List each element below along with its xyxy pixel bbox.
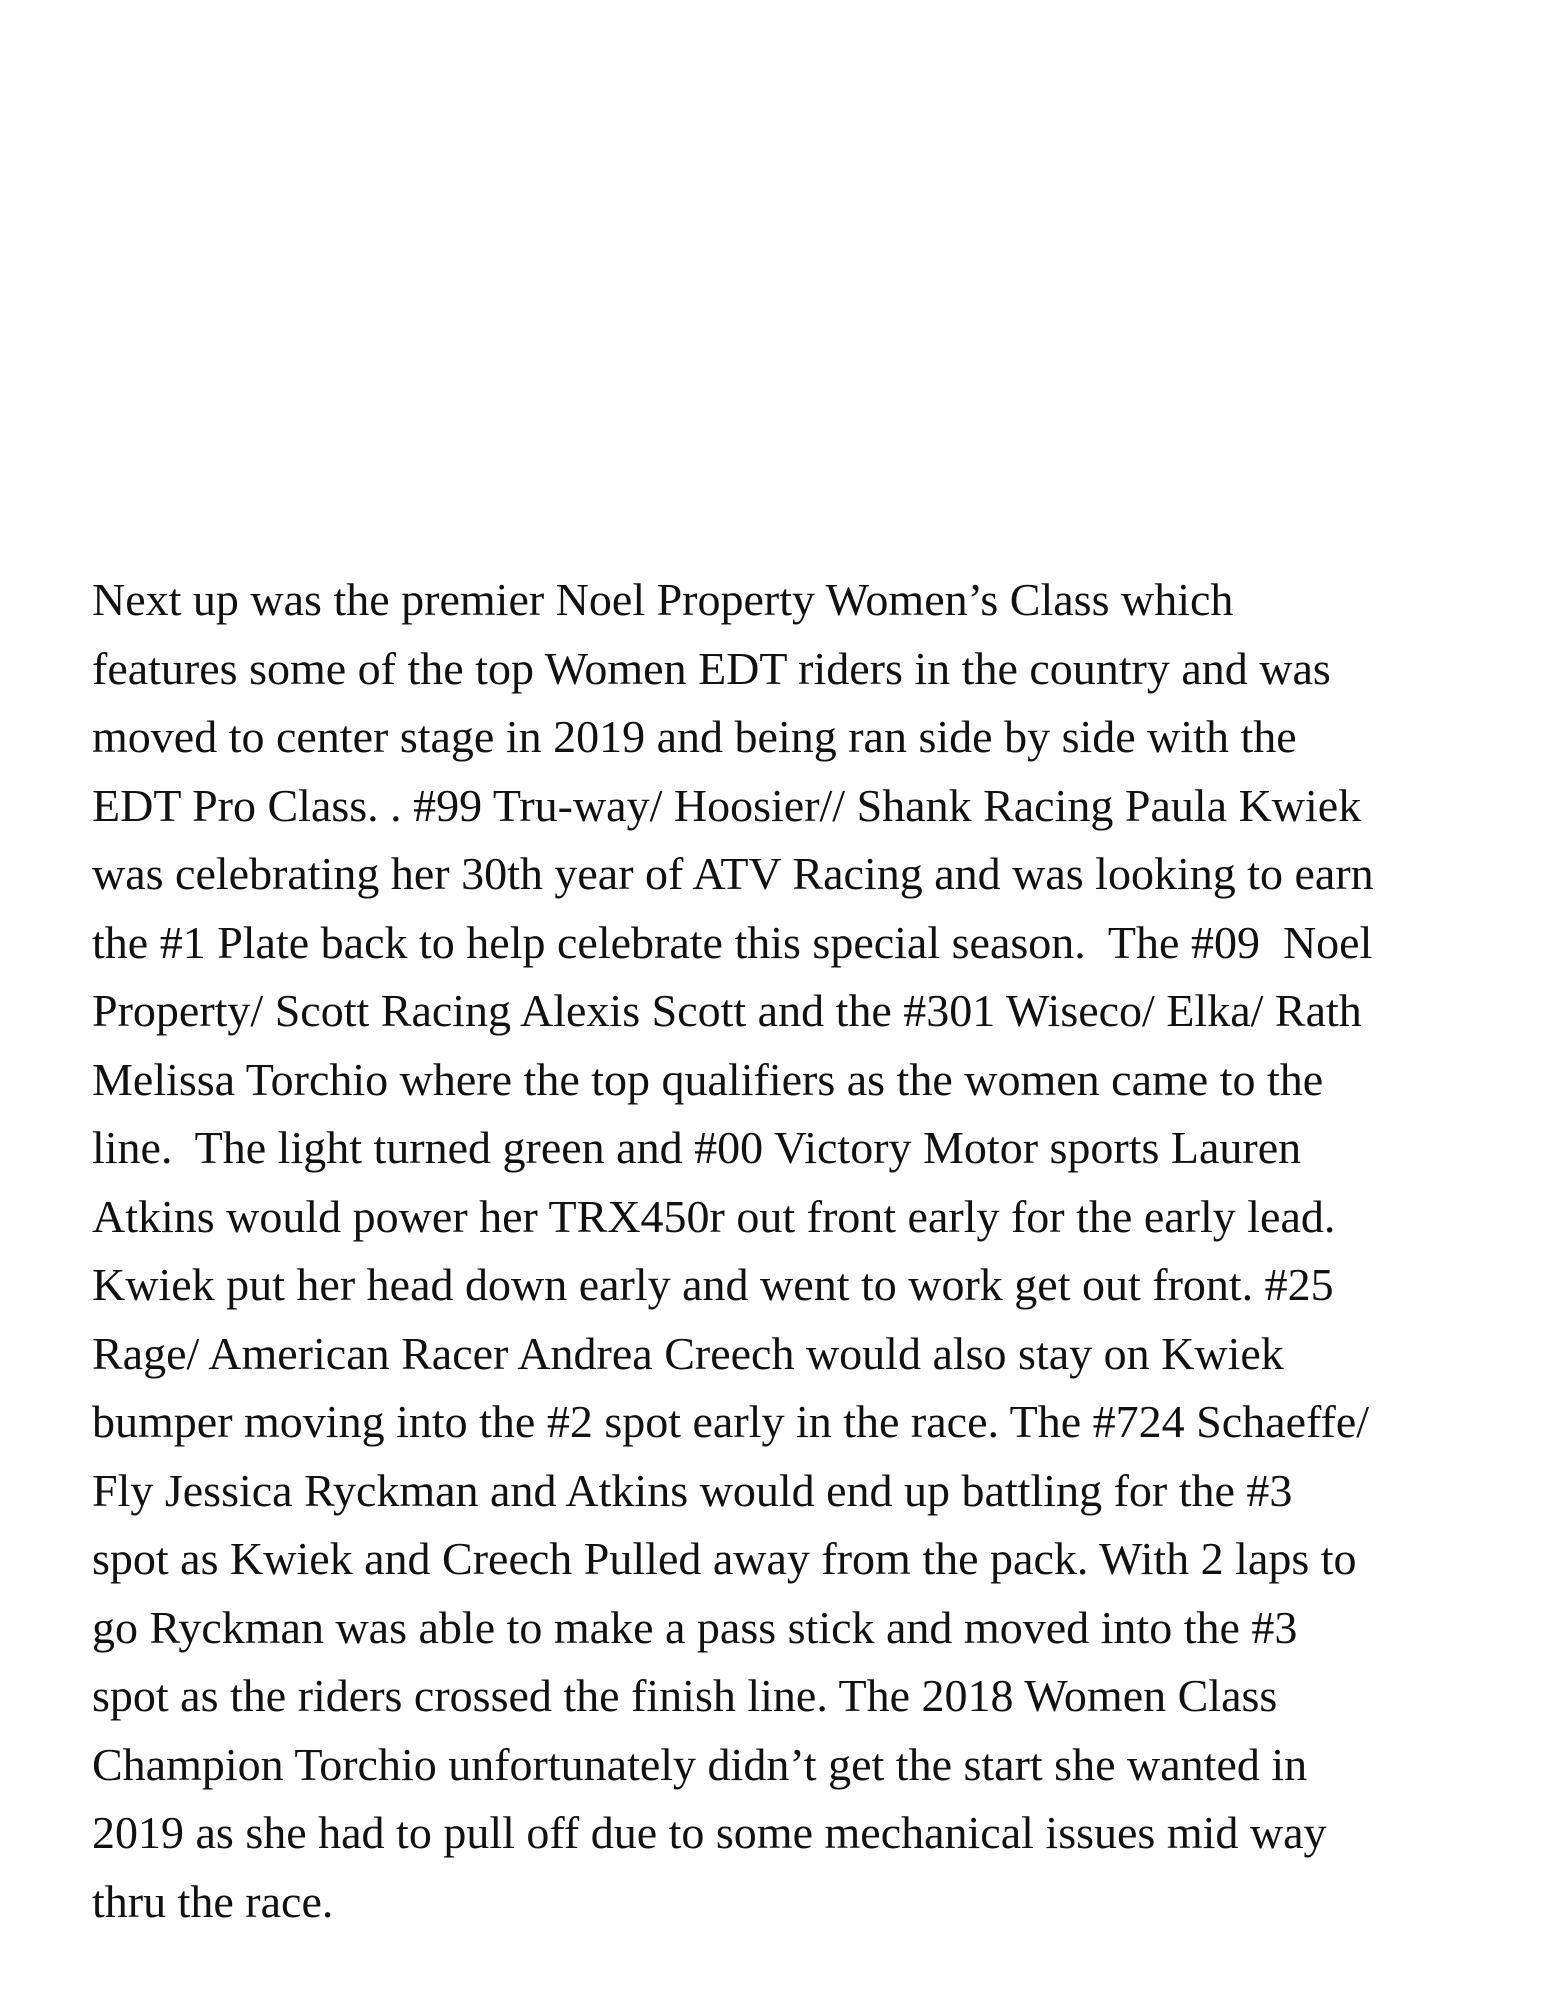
paragraph-line: Fly Jessica Ryckman and Atkins would end up battling for the #3: [92, 1464, 1293, 1516]
paragraph-line: moved to center stage in 2019 and being ran side by side with the: [92, 711, 1297, 762]
paragraph-line: EDT Pro Class. . #99 Tru-way/ Hoosier// Shank Racing Paula Kwiek: [92, 779, 1362, 831]
paragraph-line: 2019 as she had to pull off due to some mechanical issues mid way: [92, 1807, 1327, 1858]
paragraph-line: go Ryckman was able to make a pass stick and moved into the #3: [92, 1601, 1298, 1653]
paragraph-line: features some of the top Women EDT riders in the country and was: [92, 642, 1331, 694]
paragraph-line: Atkins would power her TRX450r out front early for the early lead.: [92, 1190, 1336, 1242]
paragraph-line: Next up was the premier Noel Property Women’s Class which: [92, 574, 1234, 625]
race-report-paragraph: [92, 566, 1512, 1936]
paragraph-line: Property/ Scott Racing Alexis Scott and the #301 Wiseco/ Elka/ Rath: [92, 985, 1362, 1036]
paragraph-line: thru the race.: [92, 1875, 334, 1927]
paragraph-line: Melissa Torchio where the top qualifiers as the women came to the: [92, 1053, 1324, 1105]
paragraph-line: Champion Torchio unfortunately didn’t get the start she wanted in: [92, 1738, 1308, 1790]
paragraph-line: line. The light turned green and #00 Victory Motor sports Lauren: [92, 1122, 1302, 1173]
paragraph-line: the #1 Plate back to help celebrate this special season. The #09 Noel: [92, 916, 1373, 968]
paragraph-line: was celebrating her 30th year of ATV Racing and was looking to earn: [92, 848, 1374, 899]
paragraph-line: bumper moving into the #2 spot early in the race. The #724 Schaeffe/: [92, 1396, 1370, 1447]
paragraph-line: spot as the riders crossed the finish line. The 2018 Women Class: [92, 1670, 1278, 1721]
paragraph-line: Kwiek put her head down early and went to work get out front. #25: [92, 1259, 1334, 1310]
paragraph-line: spot as Kwiek and Creech Pulled away from the pack. With 2 laps to: [92, 1533, 1357, 1584]
paragraph-line: Rage/ American Racer Andrea Creech would also stay on Kwiek: [92, 1327, 1284, 1379]
